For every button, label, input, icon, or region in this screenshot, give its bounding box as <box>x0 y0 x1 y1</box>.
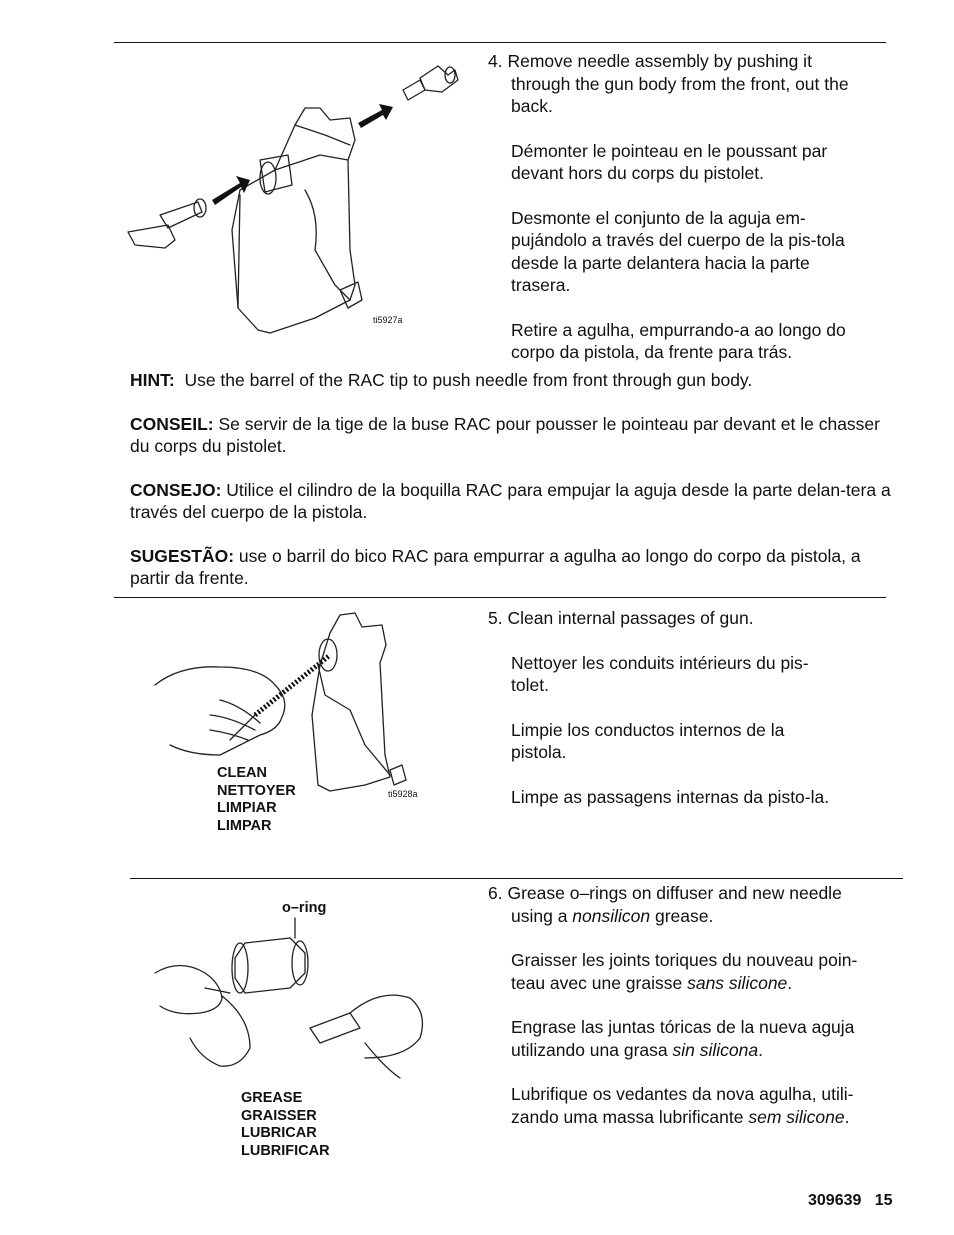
step-4-spanish: Desmonte el conjunto de la aguja em-pujándolo a través del cuerpo de la pis-tola desde la parte delantera hacia la parte trasera. <box>511 207 845 295</box>
step-5-english: 5. Clean internal passages of gun. <box>488 608 754 628</box>
step-6-spanish: Engrase las juntas tóricas de la nueva aguja utilizando una grasa sin silicona. <box>511 1017 855 1060</box>
hint-portuguese: SUGESTÃO: use o barril do bico RAC para empurrar a agulha ao longo do corpo da pistola, a partir da frente. <box>130 545 861 588</box>
clean-labels: CLEAN NETTOYER LIMPIAR LIMPAR <box>217 765 296 834</box>
step-4-french: Démonter le pointeau en le poussant par devant hors du corps du pistolet. <box>511 140 828 183</box>
divider-lower <box>130 878 903 879</box>
page-footer <box>808 1192 893 1210</box>
needle-removal-illustration <box>120 50 470 350</box>
hint-french: CONSEIL: Se servir de la tige de la buse RAC pour pousser le pointeau par devant et le chasser du corps du pistolet. <box>130 413 880 456</box>
step-4-portuguese: Retire a agulha, empurrando-a ao longo do corpo da pistola, da frente para trás. <box>511 319 846 362</box>
grease-oring-illustration <box>150 918 430 1088</box>
section-4-text <box>488 50 868 364</box>
divider-top <box>114 42 886 43</box>
section-6-text <box>488 882 888 1128</box>
hint-block <box>130 369 902 611</box>
step-6-english: 6. Grease o–rings on diffuser and new needle using a nonsilicon grease. <box>488 883 842 926</box>
hint-spanish: CONSEJO: Utilice el cilindro de la boquilla RAC para empujar la aguja desde la parte delan-tera a través del cuerpo de la pistola. <box>130 479 891 522</box>
step-5-portuguese: Limpe as passagens internas da pisto-la. <box>511 786 830 807</box>
step-4-english: 4. Remove needle assembly by pushing it through the gun body from the front, out the back. <box>488 51 849 116</box>
hint-english: HINT: Use the barrel of the RAC tip to push needle from front through gun body. <box>130 370 753 390</box>
figure-id-ti5928a: ti5928a <box>388 789 418 799</box>
o-ring-label: o–ring <box>282 900 327 916</box>
step-6-french: Graisser les joints toriques du nouveau poin-teau avec une graisse sans silicone. <box>511 950 858 993</box>
step-6-portuguese: Lubrifique os vedantes da nova agulha, utili-zando uma massa lubrificante sem silicone. <box>511 1084 854 1127</box>
page-number: 15 <box>874 1192 893 1209</box>
document-number: 309639 <box>808 1192 862 1209</box>
grease-labels: GREASE GRAISSER LUBRICAR LUBRIFICAR <box>241 1090 330 1159</box>
step-5-french: Nettoyer les conduits intérieurs du pis-tolet. <box>511 652 809 695</box>
figure-id-ti5927a: ti5927a <box>373 315 403 325</box>
step-5-spanish: Limpie los conductos internos de la pistola. <box>511 719 785 762</box>
section-5-text <box>488 607 868 808</box>
